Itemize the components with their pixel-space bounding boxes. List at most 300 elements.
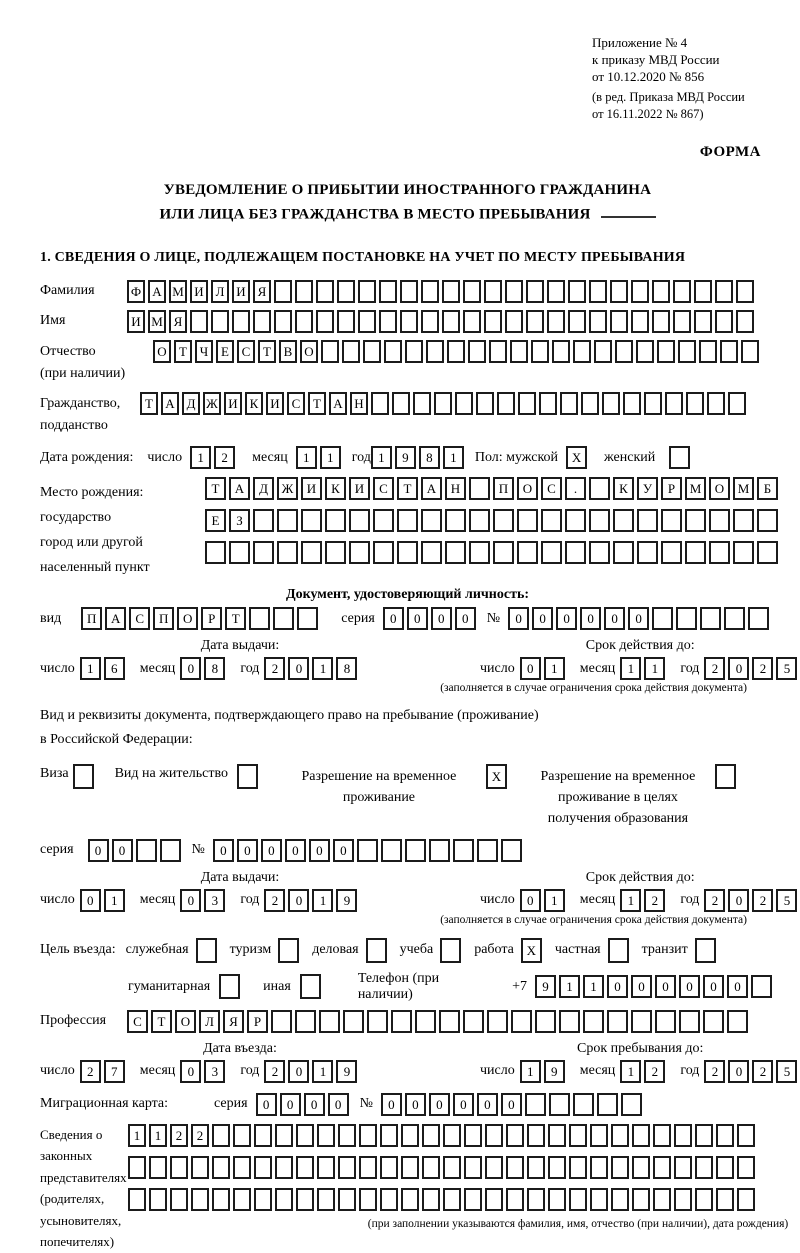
form-cell[interactable] (397, 541, 418, 564)
form-cell[interactable] (363, 340, 381, 363)
form-cell[interactable]: В (279, 340, 297, 363)
form-cell[interactable] (366, 938, 387, 963)
form-cell[interactable]: З (229, 509, 250, 532)
form-cell[interactable] (526, 310, 544, 333)
form-cell[interactable]: 0 (304, 1093, 325, 1116)
form-cell[interactable] (548, 1188, 566, 1211)
form-cell[interactable] (453, 839, 474, 862)
form-cell[interactable] (212, 1156, 230, 1179)
form-cell[interactable]: 0 (703, 975, 724, 998)
form-cell[interactable] (728, 392, 746, 415)
form-cell[interactable]: С (129, 607, 150, 630)
form-cell[interactable]: Р (201, 607, 222, 630)
form-cell[interactable] (594, 340, 612, 363)
form-cell[interactable]: 0 (453, 1093, 474, 1116)
form-cell[interactable]: 0 (180, 1060, 201, 1083)
form-cell[interactable]: А (421, 477, 442, 500)
form-cell[interactable]: О (177, 607, 198, 630)
form-cell[interactable] (597, 1093, 618, 1116)
form-cell[interactable] (590, 1124, 608, 1147)
form-cell[interactable]: 0 (280, 1093, 301, 1116)
form-cell[interactable]: 0 (213, 839, 234, 862)
form-cell[interactable]: Е (205, 509, 226, 532)
form-cell[interactable]: 1 (520, 1060, 541, 1083)
form-cell[interactable] (716, 1156, 734, 1179)
form-cell[interactable] (212, 1188, 230, 1211)
form-cell[interactable] (653, 1156, 671, 1179)
form-cell[interactable] (661, 541, 682, 564)
form-cell[interactable]: С (127, 1010, 148, 1033)
form-cell[interactable] (569, 1124, 587, 1147)
form-cell[interactable] (358, 310, 376, 333)
form-cell[interactable] (547, 280, 565, 303)
form-cell[interactable] (623, 392, 641, 415)
form-cell[interactable]: 0 (333, 839, 354, 862)
form-cell[interactable] (505, 280, 523, 303)
form-cell[interactable] (367, 1010, 388, 1033)
form-cell[interactable]: 0 (520, 889, 541, 912)
form-cell[interactable] (274, 310, 292, 333)
form-cell[interactable] (541, 541, 562, 564)
form-cell[interactable]: А (105, 607, 126, 630)
form-cell[interactable]: 5 (776, 657, 797, 680)
form-cell[interactable]: 1 (80, 657, 101, 680)
form-cell[interactable] (73, 764, 94, 789)
form-cell[interactable] (275, 1156, 293, 1179)
form-cell[interactable] (237, 764, 258, 789)
form-cell[interactable]: 8 (204, 657, 225, 680)
form-cell[interactable] (636, 340, 654, 363)
form-cell[interactable] (655, 1010, 676, 1033)
form-cell[interactable] (233, 1156, 251, 1179)
form-cell[interactable]: Т (151, 1010, 172, 1033)
form-cell[interactable]: 2 (80, 1060, 101, 1083)
form-cell[interactable] (531, 340, 549, 363)
form-cell[interactable] (611, 1156, 629, 1179)
form-cell[interactable] (737, 1188, 755, 1211)
form-cell[interactable] (621, 1093, 642, 1116)
form-cell[interactable] (518, 392, 536, 415)
form-cell[interactable] (505, 310, 523, 333)
form-cell[interactable] (506, 1124, 524, 1147)
form-cell[interactable] (277, 541, 298, 564)
form-cell[interactable]: И (127, 310, 145, 333)
form-cell[interactable]: 0 (728, 657, 749, 680)
form-cell[interactable] (273, 607, 294, 630)
form-cell[interactable]: 0 (679, 975, 700, 998)
form-cell[interactable]: 2 (214, 446, 235, 469)
form-cell[interactable]: 1 (312, 1060, 333, 1083)
form-cell[interactable]: А (148, 280, 166, 303)
form-cell[interactable] (631, 310, 649, 333)
form-cell[interactable] (657, 340, 675, 363)
form-cell[interactable] (535, 1010, 556, 1033)
form-cell[interactable] (274, 280, 292, 303)
form-cell[interactable] (477, 839, 498, 862)
form-cell[interactable] (632, 1156, 650, 1179)
form-cell[interactable]: Я (223, 1010, 244, 1033)
form-cell[interactable]: 1 (149, 1124, 167, 1147)
form-cell[interactable] (733, 509, 754, 532)
form-cell[interactable] (589, 541, 610, 564)
form-cell[interactable] (487, 1010, 508, 1033)
form-cell[interactable] (541, 509, 562, 532)
form-cell[interactable] (715, 280, 733, 303)
form-cell[interactable] (517, 509, 538, 532)
form-cell[interactable] (463, 310, 481, 333)
form-cell[interactable] (720, 340, 738, 363)
form-cell[interactable] (464, 1156, 482, 1179)
form-cell[interactable] (316, 280, 334, 303)
form-cell[interactable] (455, 392, 473, 415)
form-cell[interactable]: Т (174, 340, 192, 363)
form-cell[interactable]: П (493, 477, 514, 500)
form-cell[interactable] (548, 1156, 566, 1179)
form-cell[interactable] (757, 541, 778, 564)
form-cell[interactable]: 0 (604, 607, 625, 630)
form-cell[interactable]: 0 (556, 607, 577, 630)
form-cell[interactable] (527, 1188, 545, 1211)
form-cell[interactable] (715, 310, 733, 333)
form-cell[interactable] (295, 310, 313, 333)
form-cell[interactable]: М (733, 477, 754, 500)
form-cell[interactable] (665, 392, 683, 415)
form-cell[interactable] (679, 1010, 700, 1033)
form-cell[interactable] (359, 1188, 377, 1211)
form-cell[interactable] (694, 280, 712, 303)
form-cell[interactable]: С (287, 392, 305, 415)
form-cell[interactable] (325, 509, 346, 532)
form-cell[interactable]: 6 (104, 657, 125, 680)
form-cell[interactable]: А (329, 392, 347, 415)
form-cell[interactable] (493, 541, 514, 564)
form-cell[interactable] (589, 509, 610, 532)
form-cell[interactable] (233, 1188, 251, 1211)
form-cell[interactable]: 5 (776, 889, 797, 912)
form-cell[interactable] (737, 1156, 755, 1179)
form-cell[interactable]: 0 (381, 1093, 402, 1116)
form-cell[interactable]: 0 (112, 839, 133, 862)
form-cell[interactable] (741, 340, 759, 363)
form-cell[interactable] (128, 1188, 146, 1211)
form-cell[interactable] (429, 839, 450, 862)
form-cell[interactable] (573, 1093, 594, 1116)
form-cell[interactable] (149, 1156, 167, 1179)
form-cell[interactable]: Л (199, 1010, 220, 1033)
form-cell[interactable]: Л (211, 280, 229, 303)
form-cell[interactable]: 1 (544, 889, 565, 912)
form-cell[interactable] (678, 340, 696, 363)
form-cell[interactable] (652, 280, 670, 303)
form-cell[interactable] (581, 392, 599, 415)
form-cell[interactable]: 0 (405, 1093, 426, 1116)
form-cell[interactable] (371, 392, 389, 415)
form-cell[interactable] (196, 938, 217, 963)
form-cell[interactable] (565, 541, 586, 564)
form-cell[interactable]: 1 (190, 446, 211, 469)
form-cell[interactable]: Д (253, 477, 274, 500)
form-cell[interactable]: Т (140, 392, 158, 415)
form-cell[interactable] (610, 280, 628, 303)
form-cell[interactable] (695, 1156, 713, 1179)
form-cell[interactable] (517, 541, 538, 564)
form-cell[interactable]: 0 (288, 1060, 309, 1083)
form-cell[interactable] (295, 280, 313, 303)
form-cell[interactable]: 0 (180, 889, 201, 912)
form-cell[interactable]: 0 (728, 889, 749, 912)
form-cell[interactable] (644, 392, 662, 415)
form-cell[interactable] (415, 1010, 436, 1033)
form-cell[interactable] (611, 1188, 629, 1211)
form-cell[interactable] (295, 1010, 316, 1033)
form-cell[interactable]: 0 (237, 839, 258, 862)
form-cell[interactable]: Н (445, 477, 466, 500)
form-cell[interactable] (736, 280, 754, 303)
form-cell[interactable]: А (161, 392, 179, 415)
form-cell[interactable]: 1 (620, 889, 641, 912)
form-cell[interactable] (631, 1010, 652, 1033)
form-cell[interactable] (526, 280, 544, 303)
form-cell[interactable] (253, 541, 274, 564)
form-cell[interactable] (379, 280, 397, 303)
form-cell[interactable] (422, 1156, 440, 1179)
form-cell[interactable]: 0 (288, 889, 309, 912)
form-cell[interactable] (661, 509, 682, 532)
form-cell[interactable] (191, 1156, 209, 1179)
form-cell[interactable] (338, 1124, 356, 1147)
form-cell[interactable] (296, 1156, 314, 1179)
form-cell[interactable]: Ф (127, 280, 145, 303)
form-cell[interactable] (391, 1010, 412, 1033)
form-cell[interactable]: 3 (204, 1060, 225, 1083)
form-cell[interactable]: П (153, 607, 174, 630)
form-cell[interactable] (253, 310, 271, 333)
form-cell[interactable] (652, 310, 670, 333)
form-cell[interactable] (484, 280, 502, 303)
form-cell[interactable]: 0 (288, 657, 309, 680)
form-cell[interactable] (525, 1093, 546, 1116)
form-cell[interactable] (709, 509, 730, 532)
form-cell[interactable] (631, 280, 649, 303)
form-cell[interactable]: О (175, 1010, 196, 1033)
form-cell[interactable] (401, 1124, 419, 1147)
form-cell[interactable] (694, 310, 712, 333)
form-cell[interactable] (485, 1124, 503, 1147)
form-cell[interactable]: 1 (312, 889, 333, 912)
form-cell[interactable] (447, 340, 465, 363)
form-cell[interactable] (469, 509, 490, 532)
form-cell[interactable]: 2 (170, 1124, 188, 1147)
form-cell[interactable] (510, 340, 528, 363)
form-cell[interactable] (527, 1156, 545, 1179)
form-cell[interactable]: 2 (752, 889, 773, 912)
form-cell[interactable]: Е (216, 340, 234, 363)
form-cell[interactable]: 0 (256, 1093, 277, 1116)
form-cell[interactable]: И (224, 392, 242, 415)
form-cell[interactable]: У (637, 477, 658, 500)
form-cell[interactable] (674, 1156, 692, 1179)
form-cell[interactable] (319, 1010, 340, 1033)
form-cell[interactable] (673, 280, 691, 303)
form-cell[interactable] (506, 1156, 524, 1179)
form-cell[interactable] (590, 1188, 608, 1211)
form-cell[interactable]: 1 (544, 657, 565, 680)
form-cell[interactable] (748, 607, 769, 630)
form-cell[interactable]: С (237, 340, 255, 363)
form-cell[interactable] (232, 310, 250, 333)
form-cell[interactable]: 0 (508, 607, 529, 630)
form-cell[interactable] (380, 1124, 398, 1147)
form-cell[interactable]: 0 (532, 607, 553, 630)
form-cell[interactable] (674, 1188, 692, 1211)
form-cell[interactable] (463, 280, 481, 303)
form-cell[interactable] (443, 1156, 461, 1179)
form-cell[interactable]: 0 (407, 607, 428, 630)
form-cell[interactable] (676, 607, 697, 630)
form-cell[interactable] (392, 392, 410, 415)
form-cell[interactable] (652, 607, 673, 630)
form-cell[interactable]: Н (350, 392, 368, 415)
form-cell[interactable] (674, 1124, 692, 1147)
form-cell[interactable] (275, 1188, 293, 1211)
form-cell[interactable]: М (148, 310, 166, 333)
form-cell[interactable] (440, 938, 461, 963)
form-cell[interactable] (469, 541, 490, 564)
form-cell[interactable] (727, 1010, 748, 1033)
form-cell[interactable]: С (541, 477, 562, 500)
form-cell[interactable]: С (373, 477, 394, 500)
form-cell[interactable] (548, 1124, 566, 1147)
form-cell[interactable] (511, 1010, 532, 1033)
form-cell[interactable] (700, 607, 721, 630)
form-cell[interactable] (343, 1010, 364, 1033)
form-cell[interactable]: 0 (88, 839, 109, 862)
form-cell[interactable] (493, 509, 514, 532)
form-cell[interactable]: М (169, 280, 187, 303)
form-cell[interactable]: 0 (477, 1093, 498, 1116)
form-cell[interactable] (401, 1156, 419, 1179)
form-cell[interactable]: П (81, 607, 102, 630)
form-cell[interactable] (568, 280, 586, 303)
form-cell[interactable]: 1 (296, 446, 317, 469)
form-cell[interactable] (568, 310, 586, 333)
form-cell[interactable] (468, 340, 486, 363)
form-cell[interactable] (560, 392, 578, 415)
form-cell[interactable] (422, 1124, 440, 1147)
form-cell[interactable]: 0 (285, 839, 306, 862)
form-cell[interactable]: 0 (520, 657, 541, 680)
form-cell[interactable] (421, 280, 439, 303)
form-cell[interactable] (254, 1188, 272, 1211)
form-cell[interactable]: 2 (264, 889, 285, 912)
form-cell[interactable] (421, 509, 442, 532)
form-cell[interactable] (400, 280, 418, 303)
form-cell[interactable] (380, 1188, 398, 1211)
form-cell[interactable] (128, 1156, 146, 1179)
form-cell[interactable] (716, 1188, 734, 1211)
form-cell[interactable]: 0 (655, 975, 676, 998)
form-cell[interactable] (413, 392, 431, 415)
form-cell[interactable] (506, 1188, 524, 1211)
form-cell[interactable]: О (709, 477, 730, 500)
form-cell[interactable]: 9 (336, 889, 357, 912)
form-cell[interactable] (160, 839, 181, 862)
form-cell[interactable] (602, 392, 620, 415)
form-cell[interactable] (736, 310, 754, 333)
form-cell[interactable] (613, 541, 634, 564)
form-cell[interactable] (613, 509, 634, 532)
form-cell[interactable] (219, 974, 240, 999)
form-cell[interactable]: К (325, 477, 346, 500)
form-cell[interactable] (297, 607, 318, 630)
form-cell[interactable] (359, 1156, 377, 1179)
form-cell[interactable] (190, 310, 208, 333)
form-cell[interactable] (686, 392, 704, 415)
form-cell[interactable]: И (232, 280, 250, 303)
form-cell[interactable] (379, 310, 397, 333)
form-cell[interactable] (443, 1188, 461, 1211)
form-cell[interactable] (589, 310, 607, 333)
form-cell[interactable]: 0 (728, 1060, 749, 1083)
form-cell[interactable] (476, 392, 494, 415)
form-cell[interactable] (338, 1188, 356, 1211)
form-cell[interactable] (170, 1188, 188, 1211)
form-cell[interactable] (212, 1124, 230, 1147)
form-cell[interactable] (637, 509, 658, 532)
form-cell[interactable] (397, 509, 418, 532)
form-cell[interactable] (695, 938, 716, 963)
form-cell[interactable] (349, 509, 370, 532)
form-cell[interactable]: И (266, 392, 284, 415)
form-cell[interactable]: 0 (180, 657, 201, 680)
form-cell[interactable] (296, 1188, 314, 1211)
form-cell[interactable] (573, 340, 591, 363)
form-cell[interactable] (253, 509, 274, 532)
form-cell[interactable] (254, 1124, 272, 1147)
form-cell[interactable] (442, 310, 460, 333)
form-cell[interactable] (632, 1124, 650, 1147)
form-cell[interactable] (301, 509, 322, 532)
form-cell[interactable]: 9 (535, 975, 556, 998)
form-cell[interactable]: Я (169, 310, 187, 333)
form-cell[interactable]: 2 (752, 1060, 773, 1083)
form-cell[interactable] (469, 477, 490, 500)
form-cell[interactable]: 1 (559, 975, 580, 998)
form-cell[interactable] (277, 509, 298, 532)
form-cell[interactable]: 1 (620, 1060, 641, 1083)
form-cell[interactable] (590, 1156, 608, 1179)
form-cell[interactable]: О (517, 477, 538, 500)
form-cell[interactable] (301, 541, 322, 564)
form-cell[interactable]: 1 (128, 1124, 146, 1147)
form-cell[interactable] (464, 1188, 482, 1211)
form-cell[interactable] (275, 1124, 293, 1147)
form-cell[interactable]: X (566, 446, 587, 469)
form-cell[interactable] (443, 1124, 461, 1147)
form-cell[interactable] (422, 1188, 440, 1211)
form-cell[interactable]: 0 (429, 1093, 450, 1116)
form-cell[interactable] (724, 607, 745, 630)
form-cell[interactable] (547, 310, 565, 333)
form-cell[interactable]: 1 (104, 889, 125, 912)
form-cell[interactable] (445, 509, 466, 532)
form-cell[interactable] (405, 839, 426, 862)
form-cell[interactable] (549, 1093, 570, 1116)
form-cell[interactable] (358, 280, 376, 303)
form-cell[interactable]: 1 (583, 975, 604, 998)
form-cell[interactable] (421, 310, 439, 333)
form-cell[interactable]: 0 (309, 839, 330, 862)
